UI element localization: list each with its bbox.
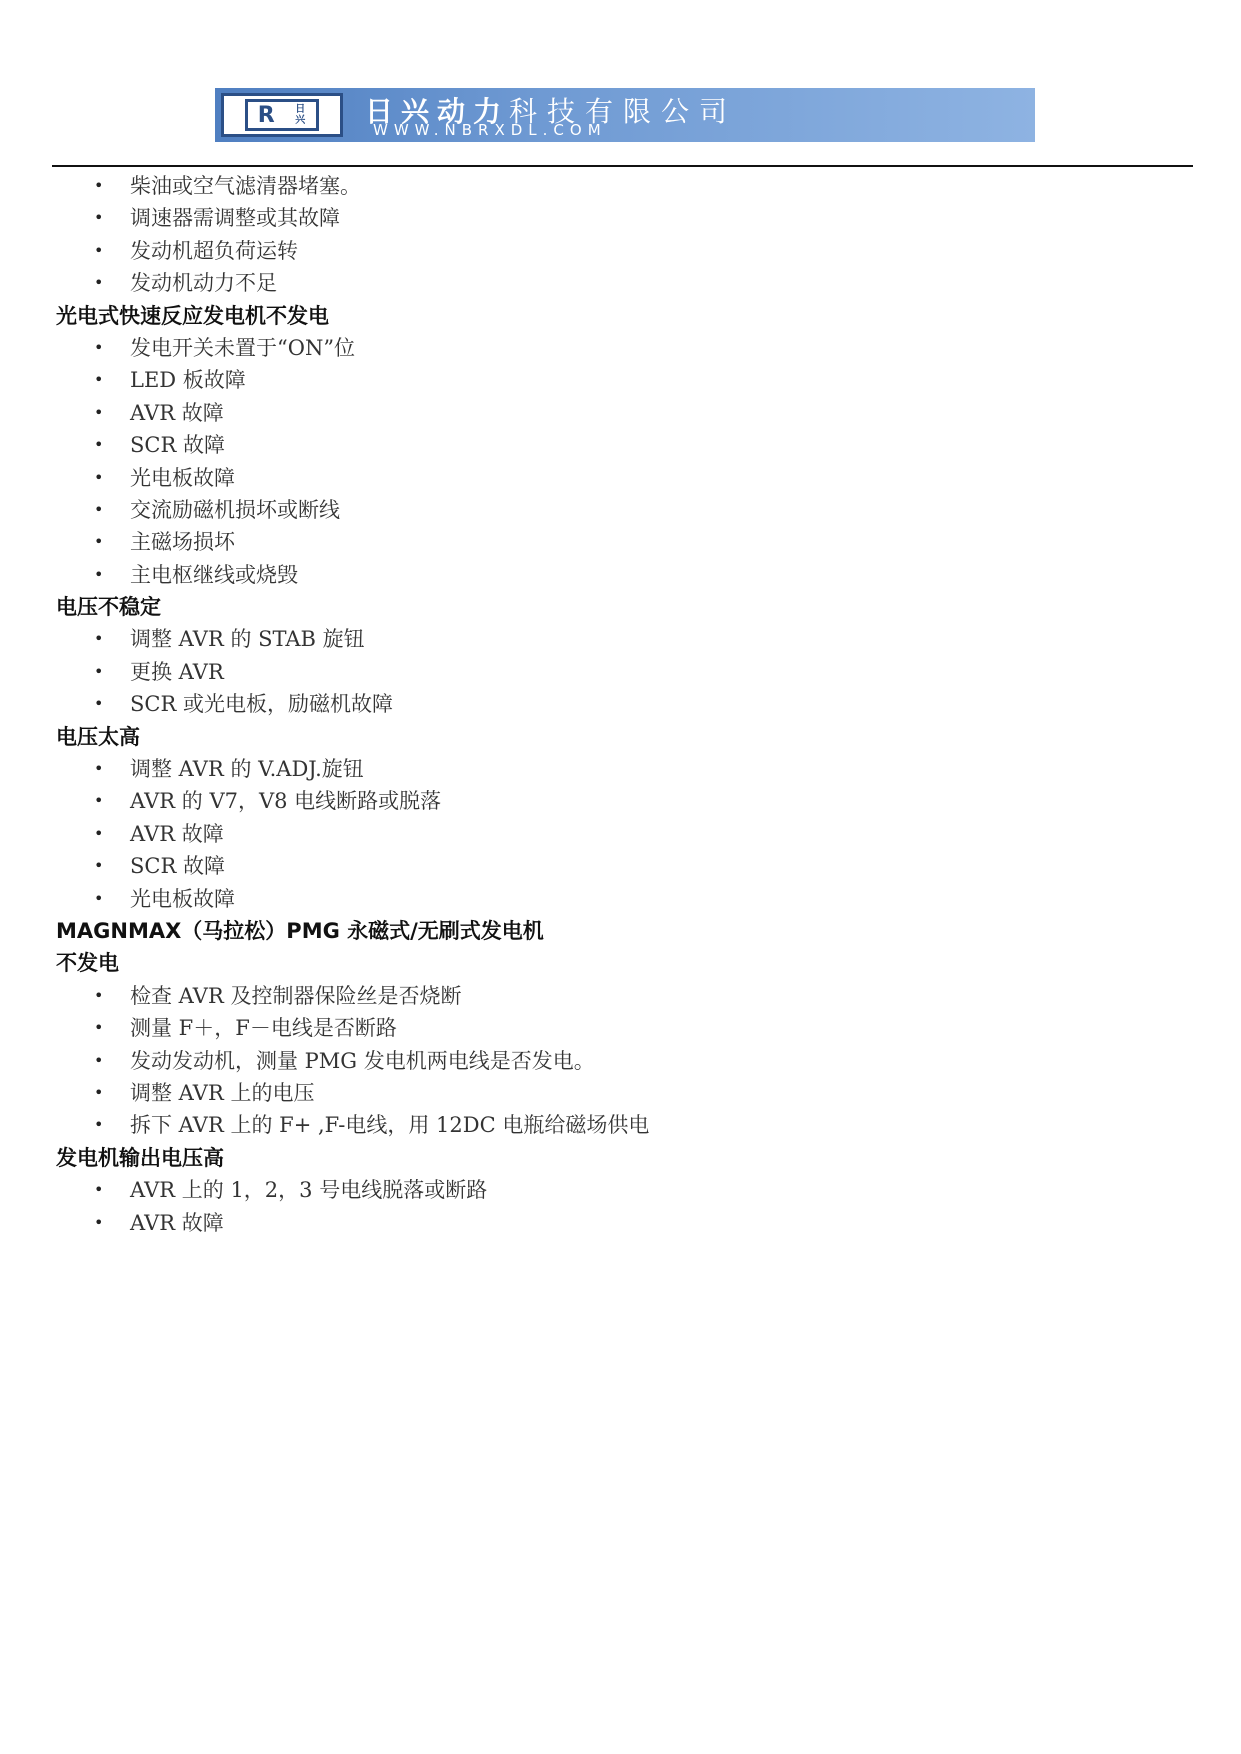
bullet-icon: • [94, 1050, 104, 1070]
list-item-text: 更换 AVR [130, 659, 224, 684]
logo-letter: R [257, 102, 275, 128]
list-item [56, 850, 1156, 882]
list-item [56, 818, 1156, 850]
list-item [56, 688, 1156, 720]
bullet-icon: • [94, 1115, 104, 1135]
list-item [56, 267, 1156, 299]
bullet-icon: • [94, 791, 104, 811]
logo-mark [245, 99, 319, 131]
list-item-text: 发动发动机，测量 PMG 发电机两电线是否发电。 [130, 1048, 595, 1073]
company-name-light: 科技有限公司 [509, 95, 738, 128]
list-item-text: 交流励磁机损坏或断线 [130, 497, 340, 522]
list-item [56, 980, 1156, 1012]
bullet-icon: • [94, 661, 104, 681]
list-item [56, 883, 1156, 915]
list-item-text: 发电开关未置于“ON”位 [130, 335, 356, 360]
list-item [56, 462, 1156, 494]
bullet-icon: • [94, 402, 104, 422]
list-item [56, 785, 1156, 817]
bullet-icon: • [94, 823, 104, 843]
list-item [56, 170, 1156, 202]
bullet-icon: • [94, 694, 104, 714]
list-item [56, 559, 1156, 591]
list-item-text: 光电板故障 [130, 886, 235, 911]
bullet-icon: • [94, 1212, 104, 1232]
list-item [56, 235, 1156, 267]
list-item [56, 364, 1156, 396]
bullet-icon: • [94, 273, 104, 293]
company-url: WWW.NBRXDL.COM [373, 121, 607, 139]
list-item [56, 332, 1156, 364]
list-item-text: AVR 故障 [130, 821, 224, 846]
section-heading: 电压太高 [56, 724, 140, 749]
list-item-text: 调速器需调整或其故障 [130, 206, 340, 231]
section-heading: MAGNMAX（马拉松）PMG 永磁式/无刷式发电机 [56, 918, 544, 943]
bullet-icon: • [94, 759, 104, 779]
document-body [56, 170, 1156, 1239]
bullet-icon: • [94, 1082, 104, 1102]
list-item-text: AVR 故障 [130, 1210, 224, 1235]
bullet-icon: • [94, 1180, 104, 1200]
section-heading: 电压不稳定 [56, 595, 161, 620]
list-item [56, 429, 1156, 461]
company-name-bold: 日兴动力 [365, 95, 510, 128]
bullet-icon: • [94, 1018, 104, 1038]
bullet-icon: • [94, 176, 104, 195]
bullet-icon: • [94, 888, 104, 908]
list-item-text: 检查 AVR 及控制器保险丝是否烧断 [130, 983, 462, 1008]
list-item-text: 柴油或空气滤清器堵塞。 [130, 174, 361, 198]
bullet-icon: • [94, 499, 104, 519]
list-item-text: LED 板故障 [130, 368, 246, 393]
list-item-text: AVR 的 V7，V8 电线断路或脱落 [130, 789, 442, 814]
list-item [56, 397, 1156, 429]
bullet-icon: • [94, 467, 104, 487]
bullet-icon: • [94, 532, 104, 552]
list-item [56, 1174, 1156, 1206]
list-item [56, 526, 1156, 558]
list-item [56, 656, 1156, 688]
section-heading: 不发电 [56, 951, 119, 976]
bullet-icon: • [94, 629, 104, 649]
list-item-text: AVR 故障 [130, 400, 224, 425]
list-item [56, 1077, 1156, 1109]
list-item-text: 发动机超负荷运转 [130, 238, 298, 263]
bullet-icon: • [94, 564, 104, 584]
bullet-icon: • [94, 240, 104, 260]
bullet-icon: • [94, 208, 104, 228]
list-item [56, 623, 1156, 655]
section-heading: 发电机输出电压高 [56, 1145, 224, 1170]
header-divider [52, 165, 1193, 167]
list-item-text: 调整 AVR 上的电压 [130, 1080, 315, 1105]
list-item [56, 202, 1156, 234]
list-item [56, 494, 1156, 526]
list-item-text: 发动机动力不足 [130, 271, 277, 296]
list-item-text: 光电板故障 [130, 465, 235, 490]
list-item-text: SCR 故障 [130, 433, 225, 458]
logo-small-text: 日兴 [295, 104, 306, 126]
list-item-text: 调整 AVR 的 STAB 旋钮 [130, 627, 365, 652]
list-item [56, 1109, 1156, 1141]
list-item-text: SCR 故障 [130, 854, 225, 879]
bullet-icon: • [94, 435, 104, 455]
list-item-text: 主磁场损坏 [130, 530, 235, 555]
bullet-icon: • [94, 337, 104, 357]
list-item-text: 拆下 AVR 上的 F+ ,F-电线，用 12DC 电瓶给磁场供电 [130, 1113, 650, 1138]
bullet-icon: • [94, 985, 104, 1005]
list-item [56, 1012, 1156, 1044]
company-banner [215, 88, 1035, 142]
list-item-text: 主电枢继线或烧毁 [130, 562, 298, 587]
list-item [56, 753, 1156, 785]
company-logo [221, 93, 343, 137]
bullet-icon: • [94, 370, 104, 390]
list-item-text: SCR 或光电板，励磁机故障 [130, 692, 393, 717]
list-item [56, 1045, 1156, 1077]
list-item [56, 1207, 1156, 1239]
list-item-text: AVR 上的 1，2，3 号电线脱落或断路 [130, 1178, 488, 1203]
list-item-text: 测量 F＋，F－电线是否断路 [130, 1016, 397, 1041]
bullet-icon: • [94, 856, 104, 876]
list-item-text: 调整 AVR 的 V.ADJ.旋钮 [130, 757, 364, 782]
section-heading: 光电式快速反应发电机不发电 [56, 303, 329, 328]
